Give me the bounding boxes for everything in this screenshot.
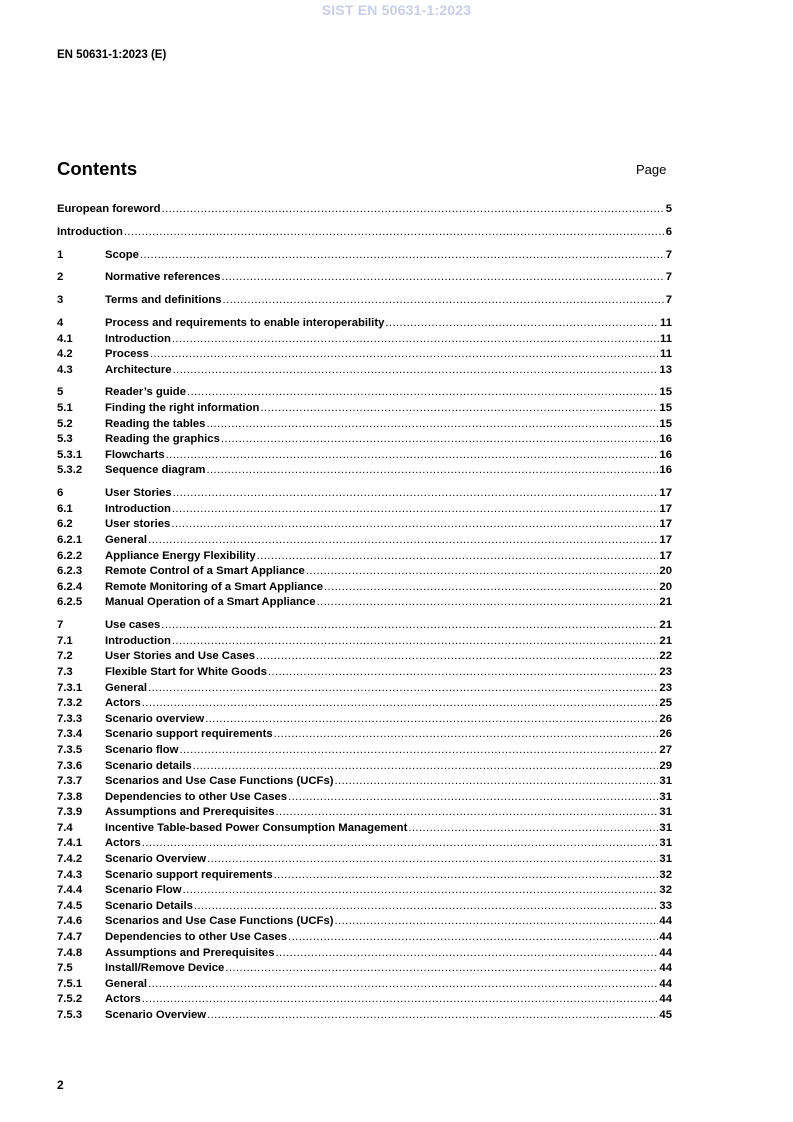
toc-entry-page: 16 — [659, 464, 672, 477]
toc-entry-number: 6.2.2 — [57, 549, 83, 562]
toc-entry-number: 7.4.6 — [57, 915, 83, 928]
toc-entry-page: 11 — [660, 348, 672, 361]
toc-entry-page: 17 — [659, 518, 672, 531]
toc-entry-number: 4.2 — [57, 348, 73, 361]
toc-dot-leader — [172, 332, 659, 348]
toc-dot-leader — [222, 270, 665, 286]
toc-dot-leader — [317, 595, 659, 611]
toc-entry-title: General — [105, 534, 148, 546]
toc-entry-page: 11 — [660, 316, 672, 329]
toc-entry-title: Remote Control of a Smart Appliance — [105, 565, 305, 578]
toc-entry[interactable] — [57, 533, 672, 549]
toc-dot-leader — [171, 517, 658, 533]
toc-entry[interactable] — [57, 549, 672, 565]
toc-entry-number: 7.3.8 — [57, 790, 83, 803]
toc-entry-title: Assumptions and Prerequisites — [105, 946, 275, 959]
toc-entry-title: Install/Remove Device — [105, 962, 225, 975]
toc-dot-leader — [187, 385, 658, 401]
toc-entry-number: 7.3.1 — [57, 681, 83, 694]
toc-dot-leader — [166, 448, 659, 464]
toc-entry-page: 32 — [659, 884, 672, 897]
toc-dot-leader — [335, 774, 659, 790]
toc-entry-page: 25 — [659, 697, 672, 710]
toc-entry-page: 33 — [659, 899, 672, 912]
toc-entry-number: 5 — [57, 386, 64, 399]
toc-dot-leader — [276, 946, 659, 962]
toc-entry[interactable] — [57, 432, 672, 448]
toc-entry-page: 11 — [660, 332, 672, 345]
toc-entry-number: 7.4.8 — [57, 946, 83, 959]
toc-entry-title: Introduction — [57, 225, 123, 238]
toc-entry-title: Architecture — [105, 363, 172, 376]
toc-entry-title: User stories — [105, 518, 171, 531]
toc-entry[interactable] — [57, 914, 672, 930]
toc-entry[interactable] — [57, 977, 672, 993]
toc-entry-page: 31 — [659, 853, 672, 866]
toc-dot-leader — [221, 432, 659, 448]
toc-entry-number: 7.5 — [57, 962, 73, 975]
toc-entry-number: 7.3.4 — [57, 728, 83, 741]
toc-dot-leader — [225, 961, 658, 977]
toc-entry[interactable] — [57, 463, 672, 479]
toc-entry-number: 7.4.4 — [57, 884, 83, 897]
toc-dot-leader — [194, 899, 659, 915]
toc-entry-number: 7.5.3 — [57, 1009, 83, 1021]
toc-entry-title: Scenario Overview — [105, 1009, 207, 1021]
toc-entry-page: 21 — [659, 634, 672, 647]
toc-entry-page: 15 — [659, 386, 672, 399]
toc-entry-page: 26 — [659, 712, 672, 725]
contents-title: Contents — [57, 158, 138, 179]
toc-entry[interactable] — [57, 649, 672, 665]
toc-entry-title: Introduction — [105, 634, 171, 647]
toc-dot-leader — [148, 533, 658, 549]
toc-entry-title: Scenario support requirements — [105, 728, 273, 741]
toc-entry-page: 31 — [659, 806, 672, 819]
toc-entry-number: 7.5.1 — [57, 977, 83, 990]
toc-entry[interactable] — [57, 992, 672, 1008]
watermark: SIST EN 50631-1:2023 — [321, 2, 472, 18]
toc-entry-number: 4.1 — [57, 332, 73, 345]
toc-entry-number: 7.4.5 — [57, 899, 83, 912]
toc-dot-leader — [335, 914, 659, 930]
toc-entry-title: Actors — [105, 993, 141, 1006]
toc-dot-leader — [162, 202, 665, 218]
toc-entry[interactable] — [57, 332, 672, 348]
toc-entry-page: 5 — [665, 203, 672, 215]
toc-entry-number: 7.3.9 — [57, 806, 83, 819]
toc-entry-number: 7.3.6 — [57, 759, 83, 772]
toc-entry[interactable] — [57, 805, 672, 821]
toc-entry-title: Introduction — [105, 332, 171, 345]
toc-entry-page: 7 — [665, 294, 672, 307]
toc-entry-number: 7.3.3 — [57, 712, 83, 725]
toc-entry-title: User Stories and Use Cases — [105, 650, 256, 663]
toc-entry[interactable] — [57, 790, 672, 806]
toc-entry[interactable] — [57, 665, 672, 681]
table-of-contents — [57, 202, 672, 1024]
toc-dot-leader — [257, 549, 659, 565]
toc-dot-leader — [206, 417, 658, 433]
toc-entry-number: 7 — [57, 619, 64, 632]
toc-dot-leader — [124, 225, 665, 241]
toc-entry-number: 5.3.1 — [57, 448, 83, 461]
toc-entry-page: 27 — [659, 743, 672, 756]
toc-dot-leader — [260, 401, 658, 417]
toc-entry[interactable] — [57, 564, 672, 580]
toc-entry-title: Actors — [105, 697, 141, 710]
toc-entry-page: 15 — [659, 417, 672, 430]
toc-entry-number: 6.2.4 — [57, 580, 83, 593]
toc-entry[interactable] — [57, 580, 672, 596]
toc-entry[interactable] — [57, 502, 672, 518]
toc-entry-page: 32 — [659, 868, 672, 881]
toc-entry-title: Flexible Start for White Goods — [105, 665, 267, 678]
toc-entry[interactable] — [57, 595, 672, 611]
page-column-label: Page — [636, 162, 667, 177]
toc-entry[interactable] — [57, 868, 672, 884]
toc-entry-page: 20 — [659, 565, 672, 578]
toc-entry-title: Use cases — [105, 619, 161, 632]
toc-entry-page: 45 — [659, 1009, 672, 1021]
toc-entry-number: 7.3.7 — [57, 775, 83, 788]
toc-entry-title: Scenario support requirements — [105, 868, 273, 881]
toc-entry-page: 16 — [659, 448, 672, 461]
toc-dot-leader — [385, 316, 659, 332]
toc-entry-page: 16 — [659, 433, 672, 446]
toc-dot-leader — [172, 634, 659, 650]
toc-entry-title: General — [105, 977, 148, 990]
toc-entry[interactable] — [57, 316, 672, 332]
toc-entry-number: 6 — [57, 487, 64, 500]
toc-entry-number: 7.5.2 — [57, 993, 83, 1006]
toc-dot-leader — [173, 363, 659, 379]
toc-entry[interactable] — [57, 899, 672, 915]
toc-entry-number: 6.2 — [57, 518, 73, 531]
toc-entry-title: Introduction — [105, 502, 171, 515]
toc-entry-page: 44 — [659, 962, 672, 975]
toc-entry-page: 44 — [659, 915, 672, 928]
toc-entry-number: 7.4.7 — [57, 931, 83, 944]
toc-entry-title: Scenario Flow — [105, 884, 182, 897]
toc-entry-title: Scenarios and Use Case Functions (UCFs) — [105, 775, 334, 788]
toc-entry-page: 21 — [659, 619, 672, 632]
toc-entry-title: Actors — [105, 837, 141, 850]
toc-entry-number: 6.1 — [57, 502, 73, 515]
toc-entry-page: 21 — [659, 596, 672, 609]
toc-entry-page: 22 — [659, 650, 672, 663]
toc-entry-number: 7.3.2 — [57, 697, 83, 710]
toc-dot-leader — [288, 790, 658, 806]
toc-entry-title: Scenario Overview — [105, 853, 207, 866]
toc-dot-leader — [173, 486, 659, 502]
toc-entry[interactable] — [57, 618, 672, 634]
toc-dot-leader — [274, 727, 659, 743]
toc-entry-page: 31 — [659, 790, 672, 803]
toc-dot-leader — [148, 977, 658, 993]
toc-entry-number: 7.3.5 — [57, 743, 83, 756]
toc-entry-page: 31 — [659, 821, 672, 834]
toc-entry-title: Process and requirements to enable interoperability — [105, 316, 385, 329]
toc-entry-number: 6.2.5 — [57, 596, 83, 609]
toc-entry-number: 5.3.2 — [57, 464, 83, 477]
toc-entry-title: Manual Operation of a Smart Appliance — [105, 596, 316, 609]
toc-entry[interactable] — [57, 293, 672, 309]
toc-entry-page: 44 — [659, 946, 672, 959]
document-id: EN 50631-1:2023 (E) — [57, 49, 167, 61]
toc-entry-page: 20 — [659, 580, 672, 593]
toc-entry-page: 17 — [659, 534, 672, 546]
toc-entry-number: 2 — [57, 271, 64, 284]
toc-entry-number: 7.3 — [57, 665, 73, 678]
toc-dot-leader — [193, 759, 659, 775]
toc-entry[interactable] — [57, 1008, 672, 1024]
toc-dot-leader — [306, 564, 659, 580]
toc-entry-page: 44 — [659, 977, 672, 990]
toc-entry-title: Remote Monitoring of a Smart Appliance — [105, 580, 324, 593]
toc-entry[interactable] — [57, 517, 672, 533]
toc-entry[interactable] — [57, 248, 672, 264]
toc-entry-title: Scenario overview — [105, 712, 205, 725]
page-number: 2 — [57, 1078, 64, 1092]
toc-entry-number: 7.2 — [57, 650, 73, 663]
toc-entry-page: 7 — [665, 248, 672, 261]
toc-entry[interactable] — [57, 836, 672, 852]
toc-entry-page: 26 — [659, 728, 672, 741]
toc-entry[interactable] — [57, 270, 672, 286]
toc-entry-number: 5.2 — [57, 417, 73, 430]
toc-dot-leader — [206, 463, 658, 479]
toc-dot-leader — [207, 1008, 658, 1024]
toc-entry-page: 17 — [659, 549, 672, 562]
toc-entry-number: 6.2.3 — [57, 565, 83, 578]
toc-dot-leader — [179, 743, 658, 759]
toc-dot-leader — [324, 580, 658, 596]
toc-entry-number: 4 — [57, 316, 64, 329]
toc-dot-leader — [256, 649, 658, 665]
toc-dot-leader — [274, 868, 659, 884]
toc-entry[interactable] — [57, 930, 672, 946]
toc-entry-title: Reading the tables — [105, 417, 206, 430]
toc-entry-page: 23 — [659, 665, 672, 678]
toc-entry-title: Reading the graphics — [105, 433, 220, 446]
toc-entry-page: 29 — [659, 759, 672, 772]
toc-dot-leader — [408, 821, 658, 837]
toc-entry[interactable] — [57, 202, 672, 218]
toc-entry-title: Appliance Energy Flexibility — [105, 549, 256, 562]
toc-entry-number: 7.4 — [57, 821, 73, 834]
toc-dot-leader — [276, 805, 659, 821]
toc-entry[interactable] — [57, 347, 672, 363]
toc-entry-title: Sequence diagram — [105, 464, 206, 477]
toc-entry-page: 44 — [659, 993, 672, 1006]
toc-dot-leader — [142, 836, 659, 852]
toc-entry[interactable] — [57, 946, 672, 962]
toc-entry-number: 7.4.2 — [57, 853, 83, 866]
toc-entry[interactable] — [57, 696, 672, 712]
toc-entry-number: 7.4.1 — [57, 837, 83, 850]
toc-entry[interactable] — [57, 759, 672, 775]
toc-entry[interactable] — [57, 634, 672, 650]
toc-entry-page: 7 — [665, 271, 672, 284]
toc-entry-number: 4.3 — [57, 363, 73, 376]
toc-entry-page: 17 — [659, 502, 672, 515]
toc-dot-leader — [172, 502, 659, 518]
toc-dot-leader — [183, 883, 659, 899]
toc-entry[interactable] — [57, 712, 672, 728]
toc-entry[interactable] — [57, 448, 672, 464]
toc-entry-title: User Stories — [105, 487, 172, 500]
toc-entry-title: Normative references — [105, 271, 221, 284]
toc-entry[interactable] — [57, 821, 672, 837]
toc-entry-page: 23 — [659, 681, 672, 694]
toc-entry[interactable] — [57, 743, 672, 759]
toc-entry-page: 44 — [659, 931, 672, 944]
toc-entry[interactable] — [57, 852, 672, 868]
toc-entry-title: Reader’s guide — [105, 386, 186, 399]
toc-entry-page: 15 — [659, 402, 672, 415]
toc-entry-page: 31 — [659, 775, 672, 788]
toc-entry-title: Scope — [105, 248, 139, 261]
toc-entry-title: General — [105, 681, 148, 694]
toc-dot-leader — [161, 618, 658, 634]
toc-entry[interactable] — [57, 225, 672, 241]
toc-entry-title: Dependencies to other Use Cases — [105, 931, 288, 944]
toc-dot-leader — [140, 248, 665, 264]
toc-entry-title: Scenario flow — [105, 743, 179, 756]
toc-entry-number: 6.2.1 — [57, 534, 83, 546]
toc-entry[interactable] — [57, 961, 672, 977]
toc-entry[interactable] — [57, 883, 672, 899]
toc-entry-number: 1 — [57, 248, 64, 261]
toc-entry[interactable] — [57, 486, 672, 502]
toc-entry[interactable] — [57, 363, 672, 379]
toc-entry[interactable] — [57, 417, 672, 433]
toc-dot-leader — [150, 347, 659, 363]
toc-entry-title: Flowcharts — [105, 448, 165, 461]
toc-entry-title: Finding the right information — [105, 402, 260, 415]
toc-entry[interactable] — [57, 401, 672, 417]
toc-entry-title: Process — [105, 348, 149, 361]
toc-dot-leader — [223, 293, 665, 309]
toc-entry-number: 7.1 — [57, 634, 73, 647]
toc-entry-title: European foreword — [57, 203, 161, 215]
toc-entry-number: 3 — [57, 294, 64, 307]
toc-entry-number: 5.1 — [57, 402, 73, 415]
toc-entry[interactable] — [57, 681, 672, 697]
toc-entry-number: 5.3 — [57, 433, 73, 446]
toc-dot-leader — [207, 852, 658, 868]
toc-entry[interactable] — [57, 727, 672, 743]
toc-entry[interactable] — [57, 385, 672, 401]
toc-dot-leader — [148, 681, 658, 697]
toc-entry-number: 7.4.3 — [57, 868, 83, 881]
toc-entry-title: Incentive Table-based Power Consumption Management — [105, 821, 408, 834]
toc-dot-leader — [205, 712, 658, 728]
toc-entry-title: Scenarios and Use Case Functions (UCFs) — [105, 915, 334, 928]
toc-dot-leader — [268, 665, 658, 681]
toc-entry-page: 17 — [659, 487, 672, 500]
toc-dot-leader — [142, 696, 659, 712]
toc-entry-title: Assumptions and Prerequisites — [105, 806, 275, 819]
toc-dot-leader — [288, 930, 658, 946]
toc-entry-title: Scenario Details — [105, 899, 193, 912]
toc-entry-page: 13 — [659, 363, 672, 376]
toc-entry-title: Terms and definitions — [105, 294, 222, 307]
toc-entry-page: 6 — [665, 225, 672, 238]
toc-entry-page: 31 — [659, 837, 672, 850]
toc-dot-leader — [142, 992, 659, 1008]
toc-entry-title: Dependencies to other Use Cases — [105, 790, 288, 803]
toc-entry-title: Scenario details — [105, 759, 192, 772]
toc-entry[interactable] — [57, 774, 672, 790]
